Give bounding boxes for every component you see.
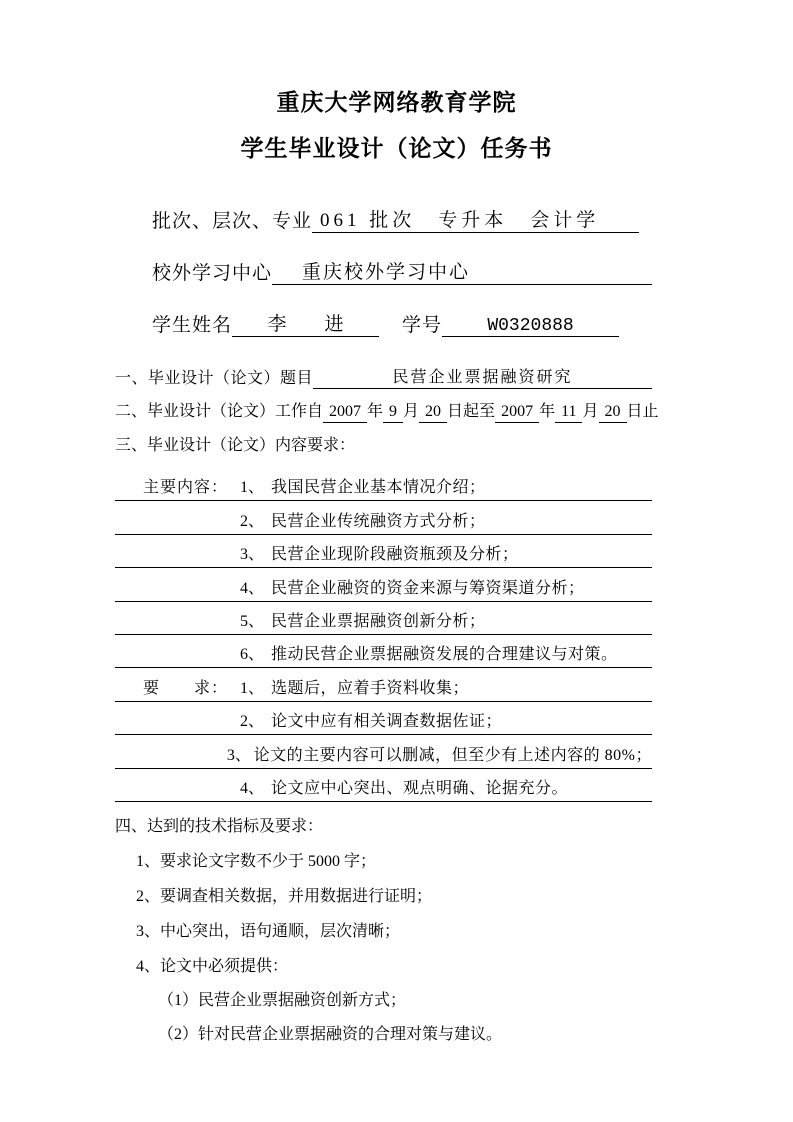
batch-value: 061 批次 专升本 会计学 [312,205,639,233]
work-period-suffix: 日止 [626,403,659,420]
item-number: 2、 [240,512,265,530]
numbered-sections [115,367,659,456]
requirements-row-4 [115,769,652,802]
main-content-row-3 [115,535,652,568]
item-text: 选题后，应着手资料收集； [271,679,470,697]
content-requirements-table [115,468,652,802]
tech-item-3: 3、中心突出，语句通顺，层次清晰； [136,922,401,940]
month-unit-2: 月 [582,403,599,420]
main-content-row-4 [115,568,652,601]
end-day-value: 20 [599,401,627,423]
requirements-row-2 [115,702,652,735]
item-text: 我国民营企业基本情况介绍； [271,479,486,497]
year-unit-2: 年 [539,403,556,420]
end-year-value: 2007 [495,401,539,423]
title-block [0,0,793,164]
item-text: 民营企业票据融资创新分析； [271,612,486,630]
main-content-row-6 [115,635,652,668]
main-content-row-5 [115,602,652,635]
tech-subitem-2: （2）针对民营企业票据融资的合理对策与建议。 [158,1025,503,1043]
item-number: 1、 [240,479,265,497]
item-number: 3、 [226,746,251,764]
field-row-name-id [152,312,652,337]
study-center-label: 校外学习中心 [152,263,273,284]
item-number: 1、 [240,679,265,697]
main-content-row-1 [115,468,652,501]
main-content-row-2 [115,501,652,534]
work-period-middle: 日起至 [447,403,496,420]
batch-label: 批次、层次、专业 [152,211,313,232]
item-text: 民营企业传统融资方式分析； [271,512,486,530]
thesis-topic-label: 一、毕业设计（论文）题目 [115,370,314,387]
item-text: 论文的主要内容可以删减，但至少有上述内容的 80%； [253,746,652,764]
field-row-study-center [152,260,652,285]
student-name-value: 李 进 [232,309,379,337]
item-number: 5、 [240,612,265,630]
end-month-value: 11 [555,401,582,423]
start-day-value: 20 [419,401,447,423]
requirements-label: 要 求： [143,679,229,697]
item-number: 3、 [240,546,265,564]
tech-item-4: 4、论文中必须提供： [136,957,289,975]
item-number: 4、 [240,779,265,797]
section-three-heading: 三、毕业设计（论文）内容要求： [115,437,356,454]
year-unit: 年 [367,403,384,420]
tech-item-1: 1、要求论文字数不少于 5000 字； [136,852,377,870]
tech-subitem-1: （1）民营企业票据融资创新方式； [158,991,407,1009]
start-month-value: 9 [383,401,403,423]
requirements-row-3 [115,735,652,768]
tech-item-2: 2、要调查相关数据，并用数据进行证明； [136,887,433,905]
section-one-thesis-topic [115,367,652,389]
item-text: 论文应中心突出、观点明确、论据充分。 [271,779,569,797]
field-row-batch [152,208,652,233]
item-text: 民营企业现阶段融资瓶颈及分析； [271,546,519,564]
item-text: 论文中应有相关调查数据佐证； [271,713,503,731]
work-period-prefix: 二、毕业设计（论文）工作自 [115,403,324,420]
month-unit: 月 [403,403,420,420]
technical-requirements-section [115,816,652,1045]
section-two-work-period [115,401,659,423]
document-title: 学生毕业设计（论文）任务书 [240,136,553,161]
main-content-label: 主要内容： [143,479,229,497]
start-year-value: 2007 [323,401,367,423]
student-id-value: W0320888 [442,316,619,337]
student-info-fields [152,208,652,337]
item-number: 2、 [240,713,265,731]
item-number: 6、 [240,646,265,664]
student-name-label: 学生姓名 [152,315,233,336]
section-four-heading: 四、达到的技术指标及要求： [115,817,324,835]
item-number: 4、 [240,579,265,597]
study-center-value: 重庆校外学习中心 [272,257,652,285]
item-text: 民营企业融资的资金来源与筹资渠道分析； [271,579,585,597]
student-id-label: 学号 [402,315,443,336]
institution-title: 重庆大学网络教育学院 [276,90,517,115]
requirements-row-1 [115,668,652,701]
thesis-topic-value: 民营企业票据融资研究 [313,367,652,389]
item-text: 推动民营企业票据融资发展的合理建议与对策。 [271,646,618,664]
